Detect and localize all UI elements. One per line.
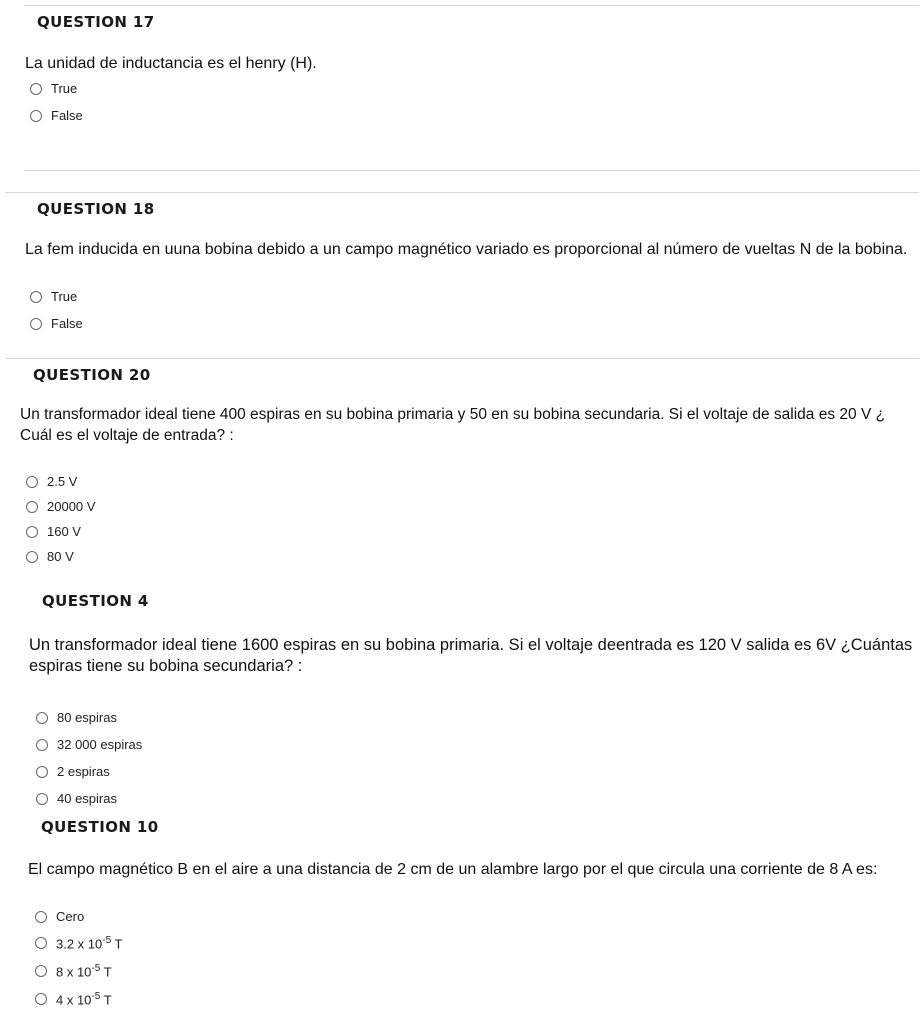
option-label: 160 V	[47, 524, 81, 539]
option-label: 80 V	[47, 549, 74, 564]
option-label: Cero	[56, 909, 85, 924]
option-true[interactable]	[30, 81, 77, 96]
option-label: 2.5 V	[47, 474, 78, 489]
radio-button[interactable]	[35, 937, 47, 949]
question-title: QUESTION 17	[37, 13, 155, 31]
option-cero[interactable]	[35, 909, 84, 924]
radio-button[interactable]	[35, 993, 47, 1005]
question-title: QUESTION 10	[41, 818, 159, 836]
option-label: 20000 V	[47, 499, 96, 514]
separator-top	[24, 5, 919, 6]
question-title: QUESTION 18	[37, 200, 155, 218]
radio-button[interactable]	[30, 110, 42, 122]
question-text: La unidad de inductancia es el henry (H).	[25, 55, 317, 72]
option-160-v[interactable]	[26, 524, 81, 539]
question-text: Un transformador ideal tiene 1600 espiras en su bobina primaria. Si el voltaje deentrada es 120 V salida es 6V ¿Cuántas espiras tiene su bobina secundaria? :	[29, 636, 913, 675]
radio-button[interactable]	[26, 501, 38, 513]
radio-button[interactable]	[35, 911, 47, 923]
radio-button[interactable]	[36, 712, 48, 724]
option-80-espiras[interactable]	[36, 710, 117, 725]
radio-button[interactable]	[26, 476, 38, 488]
option-exponent: -5	[91, 991, 101, 1002]
radio-button[interactable]	[36, 766, 48, 778]
option-label: 2 espiras	[57, 764, 110, 779]
separator-q18-top	[5, 192, 919, 193]
separator-q20-top	[5, 358, 919, 359]
option-unit: T	[111, 936, 123, 952]
option-false[interactable]	[30, 108, 83, 123]
option-label: 80 espiras	[57, 710, 117, 725]
option-8e-5-t[interactable]	[35, 963, 112, 979]
option-exponent: -5	[91, 963, 101, 974]
option-true[interactable]	[30, 289, 77, 304]
option-label: 32 000 espiras	[57, 737, 143, 752]
option-label	[56, 935, 123, 951]
option-unit: T	[100, 992, 112, 1008]
question-text: Un transformador ideal tiene 400 espiras en su bobina primaria y 50 en su bobina secundaria. Si el voltaje de salida es 20 V ¿ Cuál es el voltaje de entrada? :	[20, 406, 886, 444]
option-label	[56, 963, 112, 979]
option-false[interactable]	[30, 316, 83, 331]
separator-q17-bottom	[24, 170, 919, 171]
option-label: 40 espiras	[57, 791, 117, 806]
option-2-espiras[interactable]	[36, 764, 110, 779]
radio-button[interactable]	[36, 793, 48, 805]
option-label: True	[51, 81, 78, 96]
radio-button[interactable]	[36, 739, 48, 751]
option-4e-5-t[interactable]	[35, 991, 112, 1007]
radio-button[interactable]	[30, 318, 42, 330]
option-80-v[interactable]	[26, 549, 74, 564]
option-40-espiras[interactable]	[36, 791, 117, 806]
radio-button[interactable]	[26, 526, 38, 538]
option-base: 3.2 x 10	[56, 936, 103, 952]
option-32000-espiras[interactable]	[36, 737, 142, 752]
radio-button[interactable]	[30, 83, 42, 95]
question-title: QUESTION 20	[33, 366, 151, 384]
option-exponent: -5	[102, 935, 112, 946]
option-base: 8 x 10	[56, 964, 92, 980]
option-label	[56, 991, 112, 1007]
question-text: La fem inducida en uuna bobina debido a un campo magnético variado es proporcional al número de vueltas N de la bobina.	[25, 241, 908, 258]
option-3-2e-5-t[interactable]	[35, 935, 123, 951]
radio-button[interactable]	[30, 291, 42, 303]
option-2-5-v[interactable]	[26, 474, 77, 489]
question-text: El campo magnético B en el aire a una distancia de 2 cm de un alambre largo por el que circula una corriente de 8 A es:	[28, 861, 878, 878]
option-label: True	[51, 289, 78, 304]
option-unit: T	[100, 964, 112, 980]
question-title: QUESTION 4	[42, 592, 149, 610]
radio-button[interactable]	[35, 965, 47, 977]
radio-button[interactable]	[26, 551, 38, 563]
option-label: False	[51, 108, 83, 123]
option-20000-v[interactable]	[26, 499, 95, 514]
option-label: False	[51, 316, 83, 331]
option-base: 4 x 10	[56, 992, 92, 1008]
